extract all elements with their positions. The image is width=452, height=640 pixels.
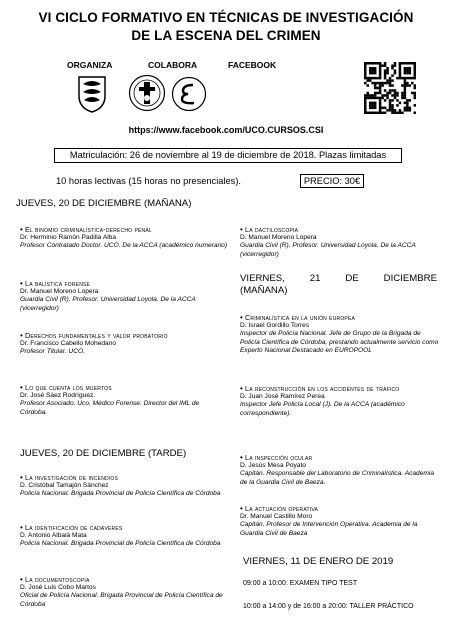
qr-module	[379, 87, 382, 90]
qr-module	[404, 67, 407, 70]
qr-module	[394, 109, 397, 112]
qr-module	[406, 77, 409, 80]
qr-module	[389, 79, 392, 82]
qr-module	[369, 62, 372, 65]
qr-module	[384, 74, 387, 77]
qr-module	[399, 64, 402, 67]
qr-module	[364, 69, 367, 72]
qr-module	[394, 112, 397, 114]
qr-module	[394, 64, 397, 67]
qr-module	[376, 82, 379, 85]
qr-module	[379, 67, 382, 70]
qr-module	[406, 102, 409, 105]
qr-module	[389, 102, 392, 105]
qr-module	[414, 94, 416, 97]
qr-module	[404, 89, 407, 92]
qr-module	[364, 112, 367, 114]
qr-module	[409, 72, 412, 75]
qr-module	[394, 69, 397, 72]
matriculacion-box: Matriculación: 26 de noviembre al 19 de diciembre de 2018. Plazas limitadas	[54, 148, 402, 163]
qr-module	[381, 64, 384, 67]
schedule-line-2: 10:00 a 14:00 y de 16:00 a 20:00: TALLER PRÁCTICO	[243, 603, 414, 610]
qr-module	[401, 112, 404, 114]
qr-module	[386, 79, 389, 82]
qr-module	[396, 92, 399, 95]
qr-module	[386, 92, 389, 95]
qr-module	[411, 62, 414, 65]
qr-module	[379, 104, 382, 107]
qr-module	[406, 109, 409, 112]
qr-module	[364, 107, 367, 110]
qr-module	[399, 112, 402, 114]
qr-module	[369, 79, 372, 82]
list-item: • Criminalística en la unión europea D. Israel Gordillo Torres Inspector de Policía Nacional. Jefe de Grupo de la Brigada de Policía Científica de Córdoba, prestando actualmente servicio como Experto Nacional Destacado en EUROPOOL	[240, 313, 439, 354]
qr-module	[414, 84, 416, 87]
qr-module	[374, 67, 377, 70]
qr-module	[381, 94, 384, 97]
qr-module	[406, 107, 409, 110]
qr-module	[389, 104, 392, 107]
qr-module	[386, 94, 389, 97]
qr-module	[376, 77, 379, 80]
qr-module	[371, 107, 374, 110]
qr-module	[391, 89, 394, 92]
qr-module	[379, 74, 382, 77]
qr-module	[374, 104, 377, 107]
qr-module	[404, 94, 407, 97]
qr-module	[379, 112, 382, 114]
qr-module	[406, 84, 409, 87]
qr-module	[369, 94, 372, 97]
qr-module	[379, 82, 382, 85]
qr-module	[406, 69, 409, 72]
qr-module	[371, 112, 374, 114]
qr-module	[374, 92, 377, 95]
qr-module	[414, 64, 416, 67]
qr-module	[391, 64, 394, 67]
qr-module	[394, 94, 397, 97]
qr-module	[389, 89, 392, 92]
qr-module	[391, 67, 394, 70]
qr-module	[384, 64, 387, 67]
qr-module	[379, 109, 382, 112]
qr-module	[409, 99, 412, 102]
qr-module	[364, 72, 367, 75]
qr-module	[366, 79, 369, 82]
qr-module	[369, 107, 372, 110]
qr-module	[406, 82, 409, 85]
qr-module	[374, 77, 377, 80]
qr-module	[391, 112, 394, 114]
title-line-1: VI CICLO FORMATIVO EN TÉCNICAS DE INVESTIGACIÓN	[38, 10, 414, 25]
qr-module	[404, 62, 407, 65]
qr-module	[404, 84, 407, 87]
qr-module	[399, 74, 402, 77]
qr-module	[369, 77, 372, 80]
qr-module	[391, 79, 394, 82]
qr-module	[369, 102, 372, 105]
qr-module	[366, 62, 369, 65]
qr-module	[384, 72, 387, 75]
qr-module	[374, 72, 377, 75]
qr-module	[376, 112, 379, 114]
qr-module	[371, 82, 374, 85]
qr-module	[391, 107, 394, 110]
qr-module	[379, 72, 382, 75]
section-jueves-manana: JUEVES, 20 DE DICIEMBRE (MAÑANA)	[16, 198, 192, 209]
schedule-line-1: 09:00 a 10:00: EXAMEN TIPO TEST	[243, 580, 358, 587]
qr-module	[394, 97, 397, 100]
qr-module	[364, 62, 367, 65]
qr-module	[371, 104, 374, 107]
qr-module	[386, 97, 389, 100]
qr-module	[406, 72, 409, 75]
qr-module	[376, 62, 379, 65]
qr-module	[391, 74, 394, 77]
qr-module	[401, 62, 404, 65]
qr-module	[386, 82, 389, 85]
qr-module	[404, 109, 407, 112]
qr-module	[406, 99, 409, 102]
qr-module	[389, 109, 392, 112]
section-viernes-21-manana: (MAÑANA)	[240, 285, 288, 296]
list-item: • Derechos fundamentales y valor probatorio Dr. Francisco Cabello Mohedano Profesor Titular. UCO.	[20, 331, 168, 356]
qr-module	[364, 102, 367, 105]
qr-module	[396, 99, 399, 102]
qr-module	[404, 102, 407, 105]
qr-module	[369, 112, 372, 114]
qr-module	[404, 97, 407, 100]
qr-module	[366, 77, 369, 80]
qr-module	[371, 72, 374, 75]
qr-module	[394, 89, 397, 92]
qr-module	[374, 84, 377, 87]
qr-module	[379, 69, 382, 72]
qr-module	[409, 77, 412, 80]
qr-module	[396, 77, 399, 80]
qr-module	[366, 97, 369, 100]
qr-module	[411, 77, 414, 80]
qr-module	[399, 67, 402, 70]
qr-module	[364, 77, 367, 80]
qr-module	[386, 67, 389, 70]
qr-module	[401, 94, 404, 97]
qr-module	[374, 69, 377, 72]
qr-module	[404, 82, 407, 85]
qr-module	[379, 107, 382, 110]
qr-module	[374, 107, 377, 110]
qr-module	[399, 72, 402, 75]
section-viernes-11: VIERNES, 11 DE ENERO DE 2019	[243, 556, 394, 567]
qr-module	[364, 82, 367, 85]
list-item: • La balística forense Dr. Manuel Moreno Lopera Guardia Civil (R). Profesor. Universidad Loyola. De la ACCA (vicerregidor)	[20, 279, 196, 312]
qr-module	[399, 77, 402, 80]
organiza-label: ORGANIZA	[67, 60, 113, 70]
qr-module	[414, 62, 416, 65]
colabora-label: COLABORA	[148, 60, 198, 70]
qr-module	[396, 112, 399, 114]
list-item: • La inspección ocular D. Jesús Mesa Poyato Capitán. Responsable del Laboratorio de Criminalística. Academia de la Guardia Civil de Baeza.	[240, 453, 435, 486]
qr-module	[409, 109, 412, 112]
list-item: • La dactiloscopia D. Manuel Moreno Lopera Guardia Civil (R). Profesor. Universidad Loyola. De la ACCA (vicerregidor)	[240, 225, 416, 258]
qr-module	[379, 97, 382, 100]
qr-module	[364, 104, 367, 107]
colabora-seal-logo	[128, 74, 166, 112]
qr-module	[414, 72, 416, 75]
qr-module	[371, 77, 374, 80]
qr-module	[404, 79, 407, 82]
qr-module	[414, 87, 416, 90]
qr-module	[409, 69, 412, 72]
qr-module	[384, 62, 387, 65]
qr-module	[371, 102, 374, 105]
qr-module	[389, 84, 392, 87]
facebook-url[interactable]: https://www.facebook.com/UCO.CURSOS.CSI	[128, 125, 324, 135]
qr-module	[379, 89, 382, 92]
qr-module	[389, 77, 392, 80]
qr-module	[399, 109, 402, 112]
qr-module	[391, 104, 394, 107]
qr-module	[364, 74, 367, 77]
qr-module	[384, 107, 387, 110]
qr-module	[369, 67, 372, 70]
qr-module	[364, 64, 367, 67]
qr-module	[389, 92, 392, 95]
qr-module	[384, 99, 387, 102]
qr-module	[376, 87, 379, 90]
qr-module	[394, 62, 397, 65]
qr-module	[369, 97, 372, 100]
qr-module	[414, 74, 416, 77]
qr-module	[384, 112, 387, 114]
qr-module	[399, 62, 402, 65]
qr-module	[409, 107, 412, 110]
qr-module	[404, 107, 407, 110]
qr-module	[374, 62, 377, 65]
qr-module	[394, 92, 397, 95]
qr-module	[401, 97, 404, 100]
qr-module	[414, 69, 416, 72]
qr-module	[384, 94, 387, 97]
qr-module	[371, 67, 374, 70]
section-viernes-21: VIERNES, 21 DE DICIEMBRE	[240, 273, 437, 284]
qr-module	[391, 84, 394, 87]
qr-module	[414, 97, 416, 100]
qr-module	[364, 94, 367, 97]
qr-module	[379, 62, 382, 65]
qr-module	[364, 97, 367, 100]
qr-module	[376, 92, 379, 95]
qr-module	[404, 92, 407, 95]
qr-module	[381, 82, 384, 85]
qr-module	[379, 99, 382, 102]
qr-module	[369, 72, 372, 75]
qr-module	[374, 102, 377, 105]
qr-module	[409, 84, 412, 87]
qr-module	[369, 104, 372, 107]
qr-module	[369, 69, 372, 72]
qr-module	[374, 112, 377, 114]
qr-module	[406, 67, 409, 70]
qr-module	[379, 92, 382, 95]
list-item: • El binomio criminalística-derecho penal Dr. Herminio Ramón Padilla Alba Profesor Contratado Doctor. UCO. De la ACCA (académico numerario)	[20, 225, 228, 250]
qr-module	[384, 89, 387, 92]
qr-module	[391, 109, 394, 112]
horas-lectivas: 10 horas lectivas (15 horas no presenciales).	[56, 176, 242, 186]
qr-module	[371, 94, 374, 97]
list-item: • La documentoscopia D. José Luis Cobo Martos Oficial de Policía Nacional. Brigada Provincial de Policía Científica de Córdoba	[20, 575, 223, 608]
qr-module	[379, 77, 382, 80]
qr-module	[366, 112, 369, 114]
qr-module	[379, 102, 382, 105]
qr-module	[374, 87, 377, 90]
qr-module	[364, 109, 367, 112]
qr-module	[391, 94, 394, 97]
qr-code-icon	[364, 62, 416, 114]
uco-logo	[77, 74, 107, 114]
qr-module	[414, 77, 416, 80]
title-line-2: DE LA ESCENA DEL CRIMEN	[131, 28, 321, 43]
qr-module	[366, 92, 369, 95]
colabora-emblem-logo	[171, 76, 207, 112]
qr-module	[414, 112, 416, 114]
list-item: • La investigación de incendios D. Cristóbal Tamajón Sánchez Policía Nacional. Brigada Provincial de Policía Científica de Córdoba	[20, 473, 221, 498]
qr-module	[386, 109, 389, 112]
precio-box: PRECIO: 30€	[300, 174, 364, 188]
qr-module	[414, 104, 416, 107]
qr-module	[396, 94, 399, 97]
qr-module	[404, 87, 407, 90]
qr-module	[404, 77, 407, 80]
qr-module	[389, 82, 392, 85]
qr-module	[376, 97, 379, 100]
qr-module	[381, 107, 384, 110]
qr-module	[411, 92, 414, 95]
qr-module	[409, 62, 412, 65]
qr-module	[384, 82, 387, 85]
list-item: • La actuación operativa Dr. Manuel Castillo Moro Capitán. Profesor de Intervención Operativa. Academia de la Guardia Civil de Baeza	[240, 504, 418, 537]
qr-module	[401, 84, 404, 87]
qr-module	[406, 104, 409, 107]
qr-module	[394, 72, 397, 75]
qr-module	[409, 67, 412, 70]
list-item: • La identificación de cadáveres D. Antonio Albalá Mata Policía Nacional. Brigada Provincial de Policía Científica de Córdoba	[20, 523, 221, 548]
qr-module	[364, 99, 367, 102]
qr-module	[374, 97, 377, 100]
qr-module	[389, 107, 392, 110]
qr-module	[384, 77, 387, 80]
qr-module	[399, 102, 402, 105]
qr-module	[399, 69, 402, 72]
qr-module	[371, 97, 374, 100]
qr-module	[379, 64, 382, 67]
qr-module	[381, 84, 384, 87]
qr-module	[401, 77, 404, 80]
qr-module	[381, 112, 384, 114]
qr-module	[414, 67, 416, 70]
qr-module	[371, 62, 374, 65]
list-item: • Lo que cuenta los muertos Dr. José Sáez Rodríguez. Profesor Asociado. Uco. Médico Forense. Director del IML de Córdoba.	[20, 383, 200, 416]
qr-module	[381, 97, 384, 100]
qr-module	[406, 62, 409, 65]
qr-module	[366, 94, 369, 97]
qr-module	[389, 99, 392, 102]
qr-module	[411, 82, 414, 85]
qr-module	[404, 72, 407, 75]
qr-module	[371, 69, 374, 72]
qr-module	[374, 82, 377, 85]
qr-module	[386, 72, 389, 75]
qr-module	[386, 69, 389, 72]
qr-module	[414, 92, 416, 95]
qr-module	[366, 84, 369, 87]
qr-module	[391, 99, 394, 102]
qr-module	[379, 84, 382, 87]
facebook-label: FACEBOOK	[228, 60, 277, 70]
qr-module	[384, 69, 387, 72]
qr-module	[396, 104, 399, 107]
qr-module	[401, 92, 404, 95]
qr-module	[374, 94, 377, 97]
qr-module	[404, 69, 407, 72]
list-item: • La reconstrucción en los accidentes de tráfico D. Juan José Ramírez Perea Inspector Jefe Policía Local (J). De la ACCA (académico correspondiente).	[240, 384, 405, 417]
section-jueves-tarde: JUEVES, 20 DE DICIEMBRE (TARDE)	[20, 448, 187, 459]
qr-module	[364, 67, 367, 70]
